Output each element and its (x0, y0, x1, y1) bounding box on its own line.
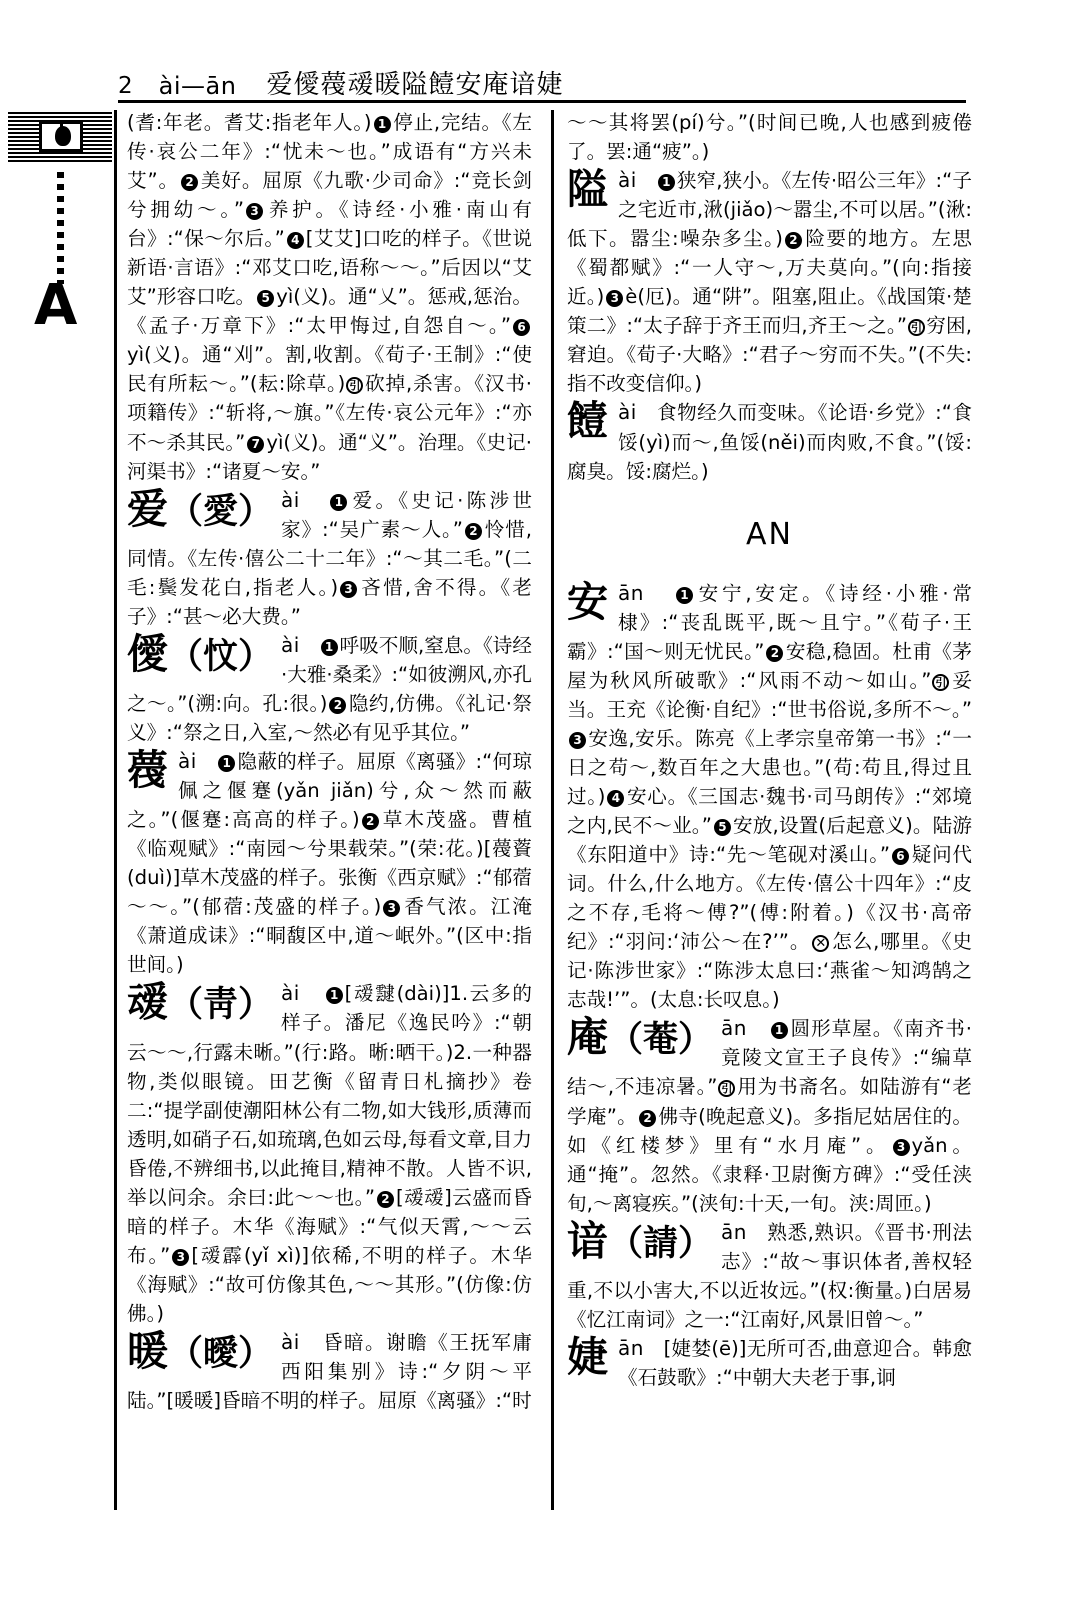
dictionary-entry (127, 631, 532, 747)
dictionary-entry (127, 1328, 532, 1415)
sense-marker: 4 (287, 232, 304, 249)
entry-traditional-form: （靑） (168, 985, 274, 1026)
entry-text: ～～其将罢(pí)兮。”(时间已晚,人也感到疲倦了。罢:通“疲”。) (567, 111, 972, 164)
entry-text: 安心。《三国志·魏书·司马朗传》:“郊境之内,民不～业。” (567, 784, 972, 838)
entry-pinyin: ān (618, 1335, 644, 1360)
dictionary-entry (567, 398, 972, 485)
entry-text: 呼吸不顺,窒息。《诗经·大雅·桑柔》:“如彼溯风,亦孔之～。”(溯:向。孔:很。) (127, 633, 532, 715)
entry-text: 隐蔽的样子。屈原《离骚》:“何琼佩之偃蹇(yǎn jiǎn)兮,众～然而蔽之。”(偃蹇:高高的样子。) (127, 750, 532, 832)
section-divider-an: AN (746, 516, 793, 552)
entry-text: 妥当。王充《论衡·自纪》:“世书俗说,多所不～。” (567, 668, 973, 721)
entry-text: yì(义)。通“乂”。惩戒,惩治。《孟子·万章下》:“太甲悔过,自怨自～。” (127, 285, 533, 338)
entry-list-right-ai (567, 166, 972, 486)
entry-text: 养护。《诗经·小雅·南山有台》:“保～尔后。” (127, 198, 533, 251)
entry-text: 圆形草屋。《南齐书·竟陵文宣王子良传》:“编草结～,不违凉暑。” (567, 1017, 972, 1099)
entry-headword: 叆（靑） (127, 978, 274, 1027)
derived-sense-marker: 引 (718, 1080, 735, 1097)
derived-sense-marker: 引 (932, 674, 949, 691)
sense-marker: 2 (785, 232, 802, 249)
tab-blob-icon (55, 126, 71, 146)
entry-text: 昏暗。谢瞻《王抚军庸西阳集别》诗:“夕阴～平陆。”[暖暖]昏暗不明的样子。屈原《离骚》:“时 (127, 1330, 533, 1413)
page-number: 2 (118, 73, 133, 99)
sense-marker: 2 (181, 174, 198, 191)
entry-text: [艾艾]口吃的样子。《世说新语·言语》:“邓艾口吃,语称～～。”后因以“艾艾”形容口吃。 (127, 227, 532, 309)
entry-text: 熟悉,熟识。《晋书·刑法志》:“故～事识体者,善权轻重,不以小害大,不以近妆远。”(权:衡量。)白居易《忆江南词》之一:“江南好,风景旧曾～。” (567, 1220, 972, 1331)
entry-text: 疑问代词。什么,什么地方。《左传·僖公十四年》:“皮之不存,毛将～傅?”(傅:附着。)《汉书·高帝纪》:“羽问:‘沛公～在?’”。 (567, 843, 973, 954)
sense-marker: 2 (465, 523, 482, 540)
entry-headword: 庵（菴） (567, 1013, 714, 1062)
sense-marker: 3 (606, 290, 623, 307)
thumb-index-tab-icon (8, 112, 112, 162)
entry-traditional-form: （曖） (168, 1333, 274, 1374)
entry-pinyin: ài (618, 168, 637, 193)
entry-text: 穷困,窘迫。《荀子·大略》:“君子～穷而不失。”(不失:指不改变信仰。) (567, 314, 972, 396)
entry-pinyin: ài (178, 749, 197, 774)
sense-marker: 1 (658, 174, 675, 191)
entry-headword: 僾（忟） (127, 629, 274, 678)
sense-marker: 1 (374, 116, 391, 133)
dictionary-entry (127, 979, 532, 1328)
sense-marker: 2 (377, 1191, 394, 1208)
header-rule (118, 100, 966, 103)
entry-text: 安稳,稳固。杜甫《茅屋为秋风所破歌》:“风雨不动～如山。” (567, 639, 972, 692)
entry-traditional-form: （愛） (168, 491, 274, 532)
entry-text: yǎn。通“掩”。忽然。《隶释·卫尉衡方碑》:“受任浃旬,～离寝疾。”(浃旬:十天,一旬。浃:周匝。) (567, 1133, 972, 1215)
left-column-rule (114, 110, 117, 1510)
sense-marker: 2 (766, 645, 783, 662)
entry-text: [叆叆]云盛而昏暗的样子。木华《海赋》:“气似天霄,～～云布。” (127, 1185, 532, 1267)
entry-text: yì(义)。通“义”。治理。《史记·河渠书》:“诸夏～安。” (127, 430, 532, 483)
headword-list: 爱僾薎叆暖隘饐安庵谙婕 (266, 70, 564, 100)
sense-marker: 2 (639, 1110, 656, 1127)
entry-text: [叆霹(yǐ xì)]依稀,不明的样子。木华《海赋》:“故可仿像其色,～～其形。”(仿像:仿佛。) (127, 1243, 532, 1325)
dictionary-entry (127, 747, 532, 979)
entry-text: 怜惜,同情。《左传·僖公二十二年》:“～其二毛。”(二毛:鬓发花白,指老人。) (127, 517, 532, 599)
entry-text: 用为书斋名。如陆游有“老学庵”。 (567, 1075, 972, 1128)
derived-sense-marker: 引 (908, 319, 925, 336)
entry-pinyin: ān (618, 580, 644, 605)
entry-list-right-an (567, 579, 972, 1392)
sense-marker: 1 (676, 587, 693, 604)
entry-text: yì(义)。通“刈”。割,收割。《荀子·王制》:“使民有所耘～。”(耘:除草。) (127, 343, 532, 396)
entry-pinyin: ān (721, 1016, 747, 1041)
entry-headword: 隘 (567, 165, 608, 214)
dictionary-entry (567, 1014, 972, 1217)
entry-pinyin: ài (281, 487, 300, 512)
entry-traditional-form: （忟） (168, 636, 274, 677)
thumb-index-letter: A (34, 273, 78, 338)
entry-text: 香气浓。江淹《萧道成诔》:“晍馥区中,道～岷外。”(区中:指世间。) (127, 895, 533, 977)
entry-headword: 饐 (567, 397, 608, 446)
sense-marker: 6 (892, 848, 909, 865)
sense-marker: 1 (330, 494, 347, 511)
dictionary-entry (567, 579, 972, 1015)
entry-pinyin: ài (618, 400, 637, 425)
sense-marker: 3 (383, 900, 400, 917)
continued-entry (567, 108, 972, 166)
sense-marker: 3 (172, 1249, 189, 1266)
entry-text: [婕婪(ē)]无所可否,曲意迎合。韩愈《石鼓歌》:“中朝大夫老于事,诇 (618, 1336, 972, 1389)
sense-marker: 1 (218, 755, 235, 772)
entry-traditional-form: （請） (608, 1223, 714, 1264)
entry-headword: 婕 (567, 1332, 608, 1381)
sense-marker: 2 (329, 697, 346, 714)
entry-text: (耆:年老。耆艾:指老年人。) (127, 111, 372, 134)
sense-marker: 7 (247, 436, 264, 453)
sense-marker: 5 (714, 819, 731, 836)
sense-marker: 3 (340, 581, 357, 598)
entry-text: 爱。《史记·陈涉世家》:“吴广素～人。” (281, 488, 532, 541)
entry-text: 怎么,哪里。《史记·陈涉世家》:“陈涉太息曰:‘燕雀～知鸿鹄之志哉!’”。(太息:长叹息。) (567, 930, 972, 1012)
entry-pinyin: ài (281, 1329, 300, 1354)
sense-marker: 3 (569, 732, 586, 749)
entry-headword: 暖（曖） (127, 1326, 274, 1375)
entry-text: [叆靆(dài)]1.云多的样子。潘尼《逸民吟》:“朝云～～,行露未晰。”(行:路。晰:晒干。)2.一种器物,类似眼镜。田艺衡《留青日札摘抄》卷二:“提学副使潮阳林公有二物,如大钱形,质薄而透明,如硝子石,如琉璃,色如云母,每看文章,目力昏倦,不辨细书,以此掩目,精神不散。人皆不识,举以问余。余曰:此～～也。” (127, 982, 532, 1209)
entry-text: 砍掉,杀害。《汉书·项籍传》:“斩将,～旗。”《左传·哀公元年》:“亦不～杀其民。” (127, 372, 532, 454)
entry-traditional-form: （菴） (608, 1020, 714, 1061)
sense-marker: 5 (257, 290, 274, 307)
dictionary-entry (567, 1218, 972, 1334)
sense-marker: 3 (246, 203, 263, 220)
sense-marker: 6 (513, 319, 530, 336)
dictionary-entry (567, 166, 972, 398)
entry-text: 安放,设置(后起意义)。陆游《东阳道中》诗:“先～笔砚对溪山。” (567, 814, 972, 867)
entry-pinyin: ài (281, 981, 300, 1006)
entry-headword: 薎 (127, 746, 168, 795)
entry-text: 佛寺(晚起意义)。多指尼姑居住的。如《红楼梦》里有“水月庵”。 (567, 1104, 973, 1157)
entry-headword: 爱（愛） (127, 484, 274, 533)
entry-headword: 谙（請） (567, 1216, 714, 1265)
entry-list-left (127, 486, 532, 1416)
entry-text: 美好。屈原《九歌·少司命》:“竞长剑兮拥幼～。” (127, 169, 533, 222)
special-sense-marker: ✕ (812, 935, 829, 952)
entry-text: 安逸,安乐。陈亮《上孝宗皇帝第一书》:“一日之苟～,数百年之大患也。”(苟:苟且,得过且过。) (567, 726, 972, 808)
entry-text: 吝惜,舍不得。《老子》:“甚～必大费。” (127, 575, 532, 628)
entry-text: 险要的地方。左思《蜀都赋》:“一人守～,万夫莫向。”(向:指接近。) (567, 227, 972, 309)
entry-headword: 安 (567, 577, 608, 626)
left-column (127, 108, 532, 1528)
column-divider-rule (551, 110, 554, 1510)
sense-marker: 1 (326, 987, 343, 1004)
sense-marker: 4 (607, 790, 624, 807)
sense-marker: 1 (771, 1022, 788, 1039)
running-head (118, 58, 964, 98)
sense-marker: 2 (362, 813, 379, 830)
sense-marker: 3 (893, 1139, 910, 1156)
dictionary-entry (127, 486, 532, 631)
entry-text: 草木茂盛。曹植《临观赋》:“南园～兮果载荣。”(荣:花。)[薎薋(duì)]草木茂盛的样子。张衡《西京赋》:“郁蓿～～。”(郁蓿:茂盛的样子。) (127, 808, 532, 919)
right-column (567, 108, 972, 1528)
sense-marker: 1 (321, 639, 338, 656)
entry-text: 狭窄,狭小。《左传·昭公三年》:“子之宅近市,湫(jiǎo)～嚣尘,不可以居。”(湫:低下。嚣尘:噪杂多尘。) (567, 169, 972, 251)
entry-text: è(厄)。通“阱”。阻塞,阻止。《战国策·楚策二》:“太子辞于齐王而归,齐王～之。” (567, 285, 972, 338)
entry-text: 食物经久而变味。《论语·乡党》:“食馁(yì)而～,鱼馁(něi)而肉败,不食。”(馁:腐臭。馁:腐烂。) (567, 401, 972, 483)
entry-text: 隐约,仿佛。《礼记·祭义》:“祭之日,入室,～然必有见乎其位。” (127, 691, 532, 744)
continued-entry (127, 108, 532, 486)
entry-pinyin: ān (721, 1219, 747, 1244)
entry-pinyin: ài (281, 632, 300, 657)
entry-text: 安宁,安定。《诗经·小雅·常棣》:“丧乱既平,既～且宁。”《荀子·王霸》:“国～则无忧民。” (567, 581, 973, 663)
dictionary-entry (567, 1334, 972, 1392)
pinyin-range: ài—ān (158, 72, 237, 100)
entry-text: 停止,完结。《左传·哀公二年》:“忧未～也。”成语有“方兴未艾”。 (127, 111, 532, 193)
derived-sense-marker: 引 (346, 377, 363, 394)
dotted-rule-icon (57, 172, 64, 284)
